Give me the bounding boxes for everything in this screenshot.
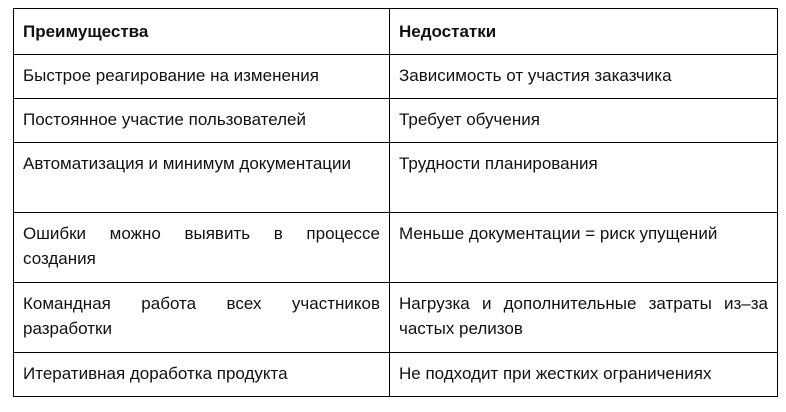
table-row (14, 55, 778, 99)
table-row (14, 143, 778, 213)
advantage-cell: Постоянное участие пользователей (14, 99, 390, 143)
advantage-cell: Быстрое реагирование на изменения (14, 55, 390, 99)
disadvantage-cell: Меньше документации = риск упущений (390, 213, 778, 283)
advantage-cell: Автоматизация и минимум документации (14, 143, 390, 213)
disadvantage-cell: Требует обучения (390, 99, 778, 143)
comparison-table (13, 8, 778, 397)
header-disadvantages: Недостатки (390, 9, 778, 55)
advantage-cell: Командная работа всех участников разработки (14, 283, 390, 353)
table-row (14, 283, 778, 353)
table-row (14, 213, 778, 283)
table-header-row (14, 9, 778, 55)
advantage-cell: Ошибки можно выявить в процессе создания (14, 213, 390, 283)
disadvantage-cell: Не подходит при жестких ограничениях (390, 353, 778, 397)
header-advantages: Преимущества (14, 9, 390, 55)
advantage-cell: Итеративная доработка продукта (14, 353, 390, 397)
disadvantage-cell: Зависимость от участия заказчика (390, 55, 778, 99)
disadvantage-cell: Трудности планирования (390, 143, 778, 213)
table-row (14, 99, 778, 143)
disadvantage-cell: Нагрузка и дополнительные затраты из–за частых релизов (390, 283, 778, 353)
table-row (14, 353, 778, 397)
